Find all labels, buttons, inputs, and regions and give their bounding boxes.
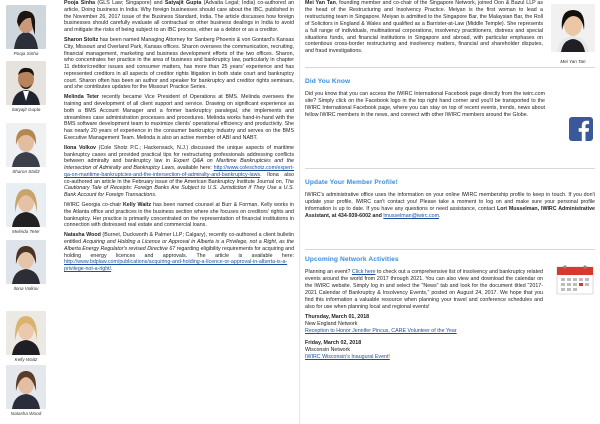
event-date: Thursday, March 01, 2018 [305, 314, 370, 321]
section-heading: Upcoming Network Activities [305, 256, 399, 263]
section-heading: Update Your Member Profile! [305, 179, 398, 186]
photo-caption: Melinda Teter [12, 229, 40, 234]
photo-caption: Ilona Volkov [13, 286, 39, 291]
member-name: Sharon Stoltz [64, 37, 99, 44]
photo-mei-yan-tan [551, 4, 595, 64]
news-item-teter: Melinda Teter recently became Vice President of Operations at BMS. Melinda oversees the training and development of all client support and service. Drawing on significant experience as both a BMS Account Manager and a former bankruptcy paralegal, she implements and streamlines case administration processes and procedures. Melinda works hand-in-hand with the BMS software development team to maximize clients' operational efficiency and productivity. She has nearly 20 years of experience in the consumer bankruptcy industry and serves on the BMS Executive Management Team. Melinda is also an active member of ABI and NABT. [64, 94, 294, 141]
click-here-link[interactable]: Click here [351, 269, 376, 275]
news-item-volkov: Ilona Volkov (Cole Shotz P.C.; Hackensack, N.J.) discussed the unique aspects of maritime bankruptcy cases and provided practical tips for restructuring professionals addressing conflicts between admiralty and bankruptcy law in Expert Q&A on Maritime Bankruptcies and the Intersection of Admiralty and Bankruptcy Laws, available here: http://www.coleschotz.com/expert-qa-on-maritime-bankruptcies-and-the-intersection-of-admiralty-and-bankruptcy-laws. Ilona also co-authored an article in the February issue of the American Bankruptcy Institute Journal on, The Cautionary Tale of Receipts: Foreign Banks Are Subject to U.S. Jurisdiction if They Use a U.S. Bank Account for Foreign Transactions. [64, 144, 294, 199]
news-item-wood: Natasha Wood (Burnet, Duckworth & Palmer LLP; Calgary), recently co-authored a client bulletin entitled Acquiring and Holding a Licence or Approval in Alberta is a Privilege, not a Right, as the Alberta Energy Regulator's revised Directive 67 regarding eligibility requirements for acquiring and holding energy licences and approvals. The article is available here: http://www.bdplaw.com/publications/acquiring-and-holding-a-licence-or-approval-in-alberta-is-a-privilege-not-a-right/. [64, 232, 295, 273]
event-date: Friday, March 02, 2018 [305, 340, 362, 347]
event-network: Wisconsin Network [305, 347, 351, 354]
portrait-image [551, 4, 595, 57]
photo-ilona-volkov [6, 240, 46, 291]
photo-caption: Satyajit Gupta [11, 107, 41, 112]
news-item-tan: Mei Yan Tan, founding member and co-chair of the Singapore Network, joined Oon & Bazul LLP as the head of the Restructuring and Insolvency Practice. Meiyan is the first woman to lead a restructuring team in Singapore. Meiyan is admitted to the Singapore Bar, the Malaysian Bar, the Roll of Solicitors in England & Wales and qualified as a Barrister-at-Law (Middle Temple). She represents a full range of individuals, multinational corporations, insolvency practitioners, distress and special situations funds, and financial institutions in Singapore and abroad, with particular emphases on contentious cross-border restructuring and insolvency matters, financial and shareholder disputes, and fraud investigations. [305, 0, 544, 55]
portrait-image [6, 365, 46, 409]
upcoming-activities-section [305, 256, 595, 361]
member-name: Pooja Sinha [64, 0, 96, 6]
member-news-column [64, 0, 294, 276]
contact-email-link[interactable]: lmusselman@iwirc.com [383, 212, 440, 219]
column-divider [299, 0, 300, 424]
photo-pooja-sinha [6, 5, 46, 56]
member-name: Mei Yan Tan [305, 0, 336, 6]
event-title-link[interactable]: Reception to Honor Jennifer Pincus, CARE Volunteer of the Year [305, 328, 457, 335]
section-divider [305, 249, 595, 250]
photo-caption: Natasha Wood [10, 411, 42, 416]
event-item [305, 314, 595, 335]
member-name: Ilona Volkov [64, 144, 97, 151]
portrait-image [6, 183, 46, 227]
news-item-waitz: IWIRC Georgia co-chair Kelly Waitz has been named counsel at Burr & Forman. Kelly works in the Atlanta office and practices in the business section where she focuses on creditors' rights and bankruptcy. Her practice is primarily concentrated on the representation of financial institutions in connection with distressed real estate and commercial loans. [64, 202, 294, 229]
portrait-image [6, 5, 46, 49]
portrait-image [6, 240, 46, 284]
photo-caption: Kelly Waitz [14, 357, 38, 362]
calendar-icon [555, 262, 595, 301]
contact-name: Lori Musselman [496, 205, 538, 212]
member-name: Melinda Teter [64, 94, 99, 101]
event-list [305, 314, 595, 360]
photo-caption: Mei Yan Tan [560, 59, 586, 64]
update-profile-section [305, 179, 595, 220]
portrait-image [6, 61, 46, 105]
event-network: New England Network [305, 321, 358, 328]
bdplaw-article-link[interactable]: http://www.bdplaw.com/publications/acquiring-and-holding-a-licence-or-approval-in-alberta-is-a-privilege-not-a-right/ [64, 259, 288, 273]
news-item-sinha-gupta: Pooja Sinha (GLS Law; Singapore) and Satyajit Gupta (Advaita Legal; India) co-authored an article, Doing business in India: Why foreign businesses should care about the IBC, published in the November 26, 2017 issue of the Business Standard, India. The article discusses how foreign businesses should carefully evaluate all contractual or other business dealings in India to avoid and mitigate the risks of being subject to an IBC process, either as a debtor or as a creditor. [64, 0, 294, 33]
facebook-icon[interactable] [569, 117, 593, 146]
photo-sharon-stoltz [6, 123, 46, 174]
event-item [305, 340, 595, 361]
section-body: IWIRC's administrative office uses the information on your online IWIRC membership profile to keep in touch. If you don't update your profile, IWIRC can't contact you! Please take a moment to log on and make sure your personal profile information is up to date. If you have any questions or need assistance, contact Lori Musselman, IWIRC Administrative Assistant, at 434-939-6002 and lmusselman@iwirc.com. [305, 192, 595, 219]
coleschotz-article-link[interactable]: http://www.coleschotz.com/expert-qa-on-maritime-bankruptcies-and-the-intersection-of-admiralty-and-bankruptcy-laws [64, 165, 294, 178]
photo-kelly-waitz [6, 311, 46, 362]
section-body: Planning an event? Click here to check out a comprehensive list of insolvency and bankruptcy related events around the world from 2017 through 2021. You can also view and download the calendar on the IWIRC website. Simply log in and select the "News" tab and look for the document titled "2017-2021 Calendar of Bankruptcy & Insolvency Events," posted on August 24, 2017. We hope that you find this information a valuable resource when planning your travel and conference schedules and also for use when planning local and regional events! [305, 269, 543, 310]
member-name: Natasha Wood [64, 232, 101, 239]
member-name: Satyajit Gupta [164, 0, 202, 6]
photo-natasha-wood [6, 365, 46, 416]
member-name: Kelly Waitz [122, 202, 152, 209]
section-body: Did you know that you can access the IWIRC International Facebook page directly from the iwirc.com site? Simply click on the Facebook logo in the top right hand corner and you'll be transported to the IWIRC International Facebook page, where you can stay on top of recent events, trends, news about fellow IWIRC members in the news, and connect with other IWIRC members around the Globe. [305, 91, 545, 118]
did-you-know-section [305, 78, 545, 119]
photo-melinda-teter [6, 183, 46, 234]
photo-caption: Sharon Stoltz [12, 169, 40, 174]
section-heading: Did You Know [305, 78, 351, 85]
news-item-stoltz: Sharon Stoltz has been named Managing Attorney for Sanberg Phoenix & von Gontard's Kansas City, Missouri and Overland Park, Kansas offices. Sharon oversees the communication, recruiting, financial management, marketing and business development efforts of the two offices. Sharon, who concentrates her practice in the area of business and bankruptcy law, particularly in chapter 11 debtor/creditor issues and consumer matters, has more than 25 years' experience and has represented creditors in all aspects of creditor rights litigation in both state court and bankruptcy court. Sharon often has been an author and speaker for bankruptcy and creditor rights seminars, and she contributes updates for the Missouri Practice Series. [64, 37, 294, 91]
event-title-link[interactable]: IWIRC Wisconsin's Inaugural Event! [305, 353, 390, 360]
portrait-image [6, 311, 46, 355]
photo-caption: Pooja Sinha [13, 51, 39, 56]
portrait-image [6, 123, 46, 167]
section-divider [305, 67, 595, 68]
photo-satyajit-gupta [6, 61, 46, 112]
section-divider [305, 168, 595, 169]
